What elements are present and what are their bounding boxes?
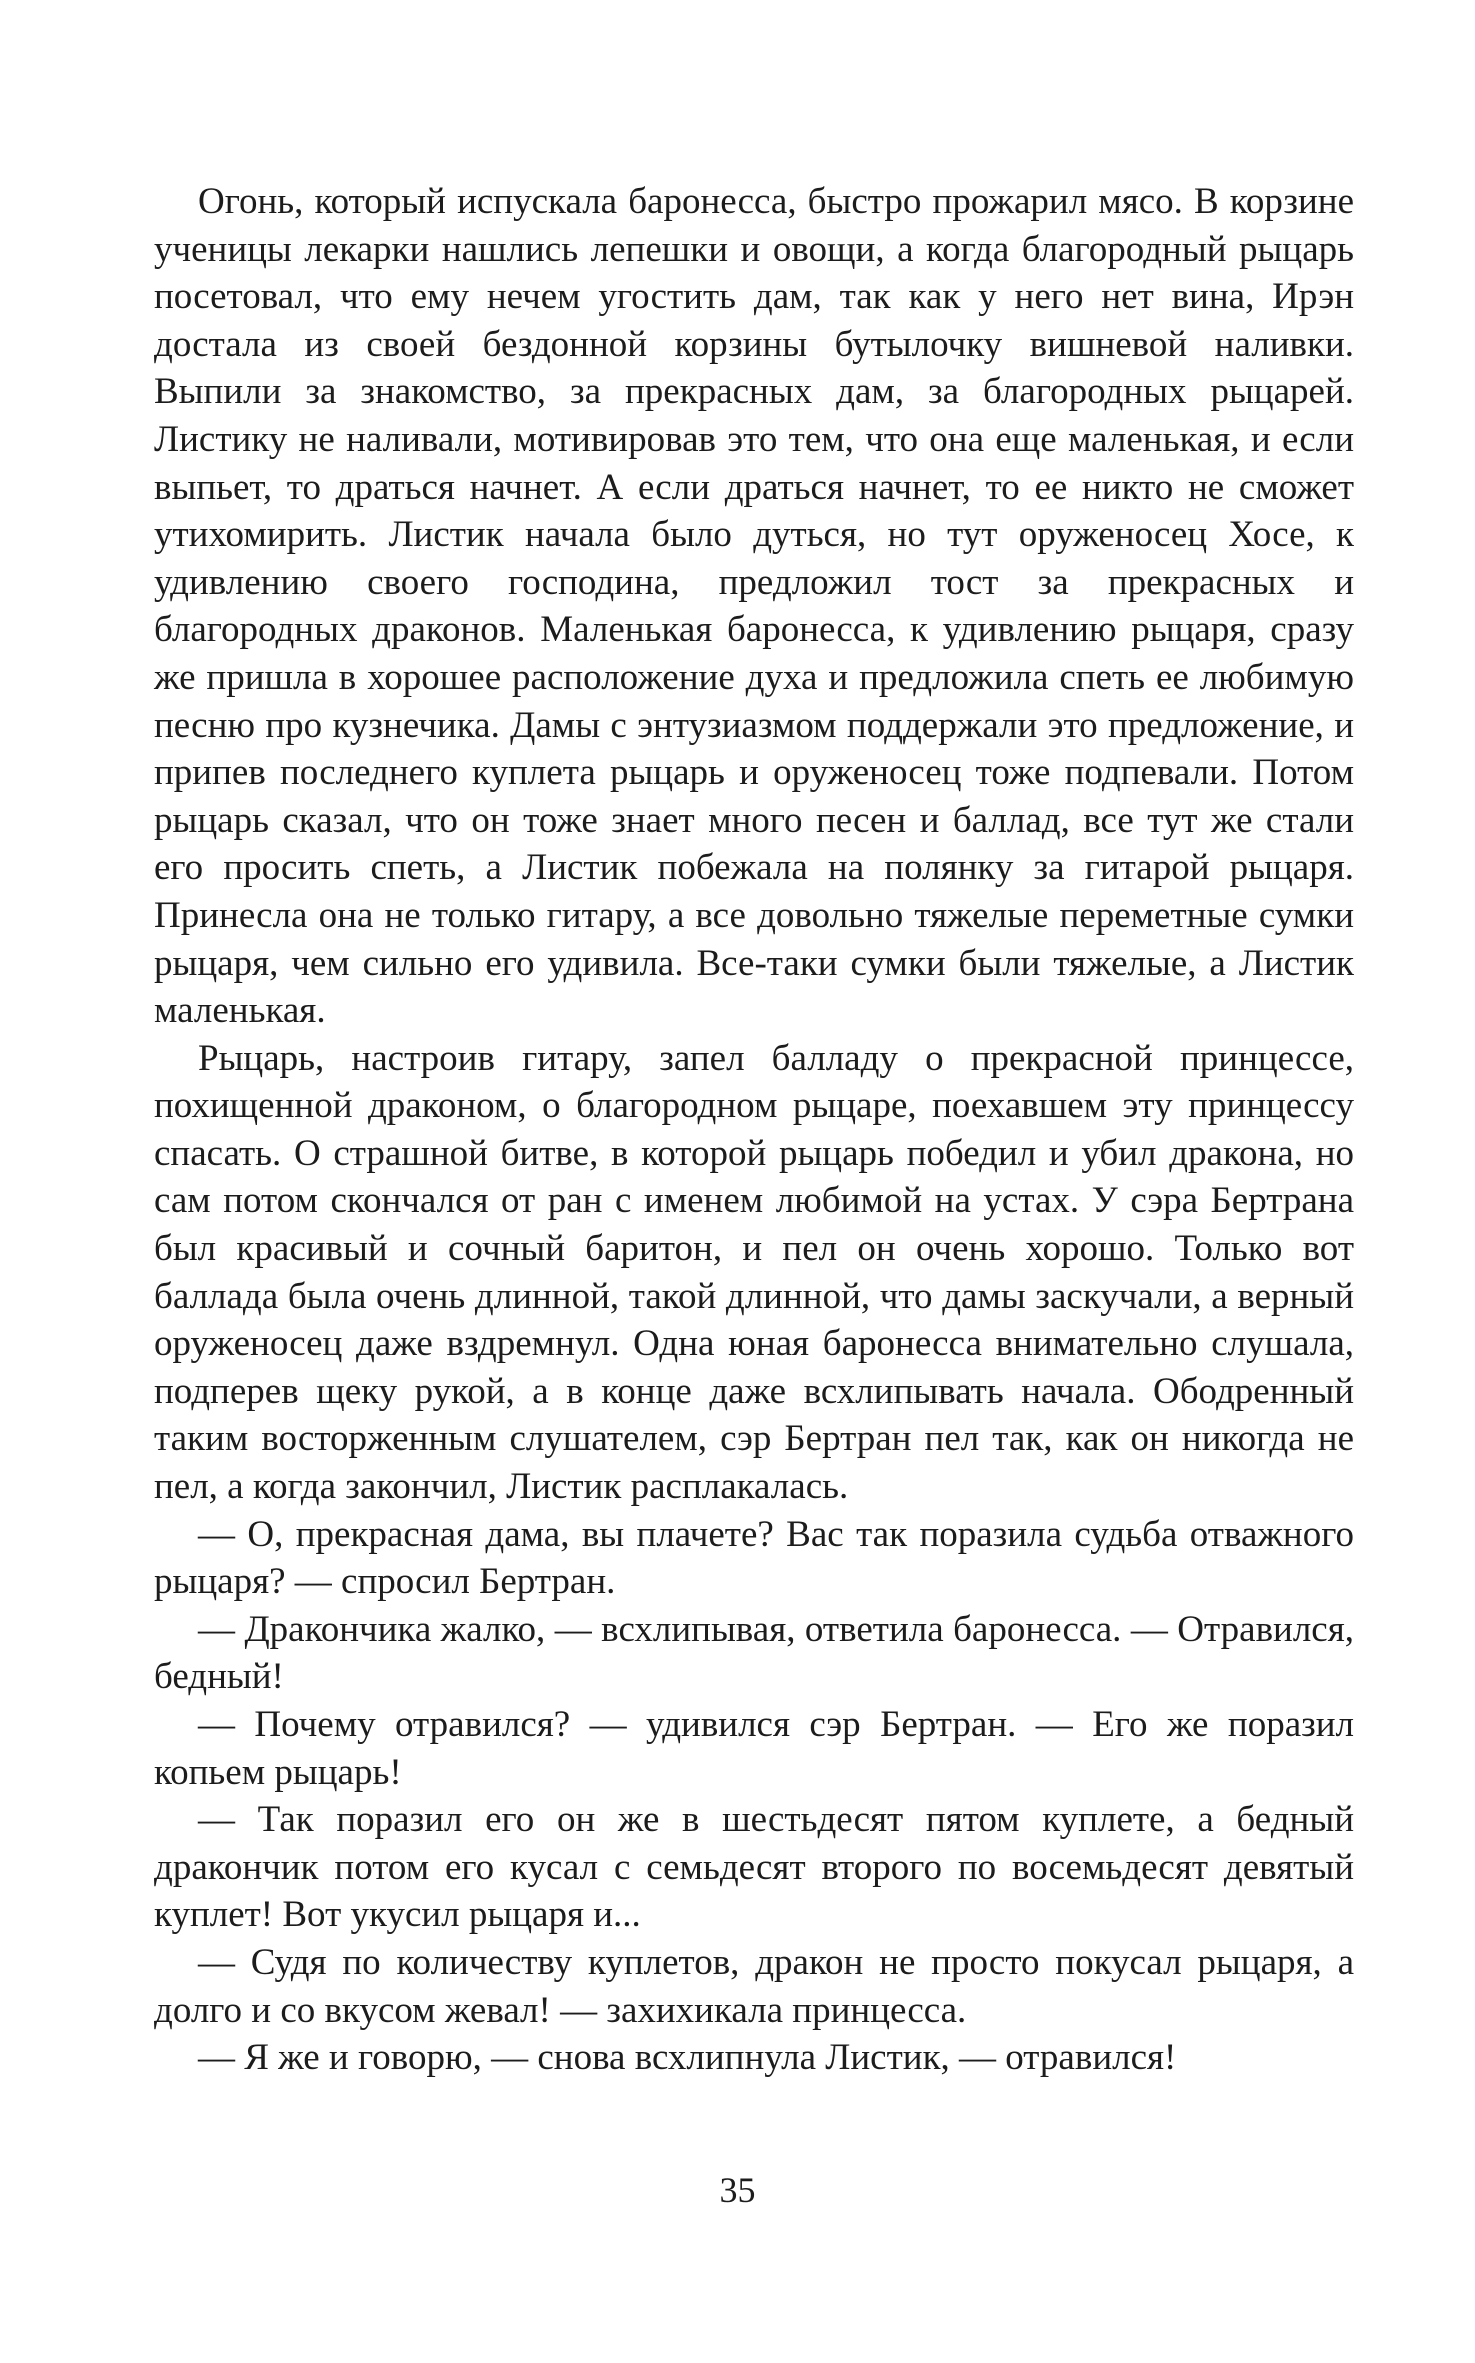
dialogue-line-1: — О, прекрасная дама, вы плачете? Вас так поразила судьба отважного рыцаря? — спросил Бертран. <box>154 1513 1354 1603</box>
dialogue-line-3: — Почему отравился? — удивился сэр Бертран. — Его же поразил копьем рыцарь! <box>154 1704 1354 1793</box>
page-number: 35 <box>719 2170 756 2210</box>
dialogue-line-2: — Дракончика жалко, — всхлипывая, ответила баронесса. — Отравился, бедный! <box>154 1608 1354 1698</box>
paragraph-1: Огонь, который испускала баронесса, быстро прожарил мясо. В корзине ученицы лекарки нашлись лепешки и овощи, а когда благородный рыцарь посетовал, что ему нечем угостить дам, так как у него нет вина, Ирэн достала из своей бездонной корзины бутылочку вишневой наливки. Выпили за знакомство, за прекрасных дам, за благородных рыцарей. Листику не наливали, мотивировав это тем, что она еще маленькая, и если выпьет, то драться начнет. А если драться начнет, то ее никто не сможет утихомирить. Листик начала было дуться, но тут оруженосец Хосе, к удивлению своего господина, предложил тост за прекрасных и благородных драконов. Маленькая баронесса, к удивлению рыцаря, сразу же пришла в хорошее расположение духа и предложила спеть ее любимую песню про кузнечика. Дамы с энтузиазмом поддержали это предложение, и припев последнего куплета рыцарь и оруженосец тоже подпевали. Потом рыцарь сказал, что он тоже знает много песен и баллад, все тут же стали его просить спеть, а Листик побежала на полянку за гитарой рыцаря. Принесла она не только гитару, а все довольно тяжелые переметные сумки рыцаря, чем сильно его удивила. Все-таки сумки были тяжелые, а Листик маленькая. <box>154 181 1354 1032</box>
page-body <box>154 178 1354 2082</box>
paragraph-2: Рыцарь, настроив гитару, запел балладу о прекрасной принцессе, похищенной драконом, о благородном рыцаре, поехавшем эту принцессу спасать. О страшной битве, в которой рыцарь победил и убил дракона, но сам потом скончался от ран с именем любимой на устах. У сэра Бертрана был красивый и сочный баритон, и пел он очень хорошо. Только вот баллада была очень длинной, такой длинной, что дамы заскучали, а верный оруженосец даже вздремнул. Одна юная баронесса внимательно слушала, подперев щеку рукой, а в конце даже всхлипывать начала. Ободренный таким восторженным слушателем, сэр Бертран пел так, как он никогда не пел, а когда закончил, Листик расплакалась. <box>154 1037 1354 1508</box>
dialogue-line-6: — Я же и говорю, — снова всхлипнула Листик, — отравился! <box>198 2037 1177 2079</box>
dialogue-line-4: — Так поразил его он же в шестьдесят пятом куплете, а бедный дракончик потом его кусал с семьдесят второго по восемьдесят девятый куплет! Вот укусил рыцаря и... <box>154 1799 1354 1936</box>
dialogue-line-5: — Судя по количеству куплетов, дракон не просто покусал рыцаря, а долго и со вкусом жевал! — захихикала принцесса. <box>154 1941 1354 2031</box>
